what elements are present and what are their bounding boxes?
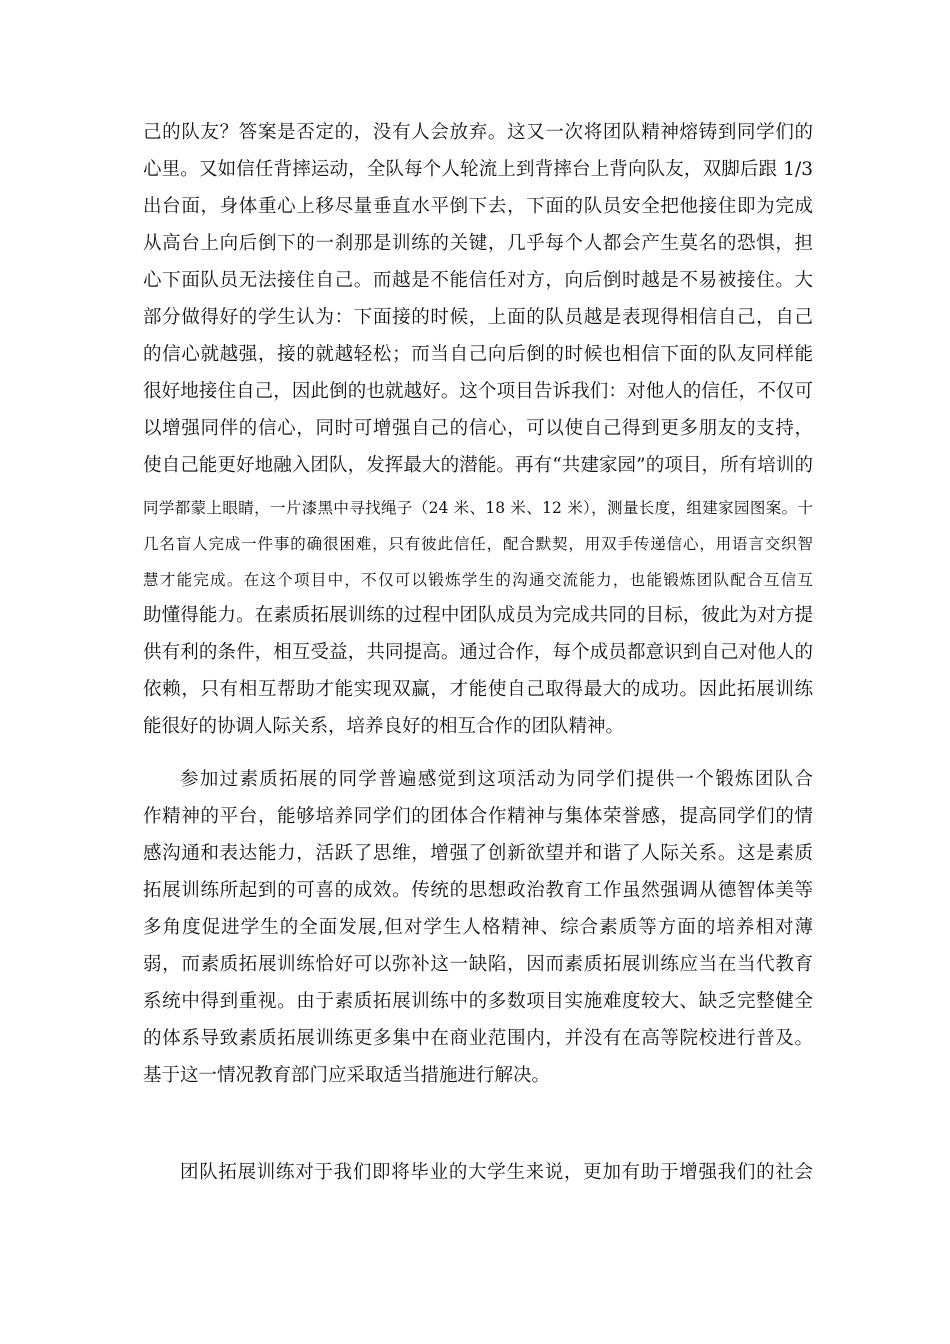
text-line: 慧才能完成。在这个项目中，不仅可以锻炼学生的沟通交流能力，也能锻炼团队配合互信互 — [143, 571, 813, 589]
text-line: 从高台上向后倒下的一刹那是训练的关键，几乎每个人都会产生莫名的恐惧，担 — [143, 233, 813, 254]
text-line: 弱，而素质拓展训练恰好可以弥补这一缺陷，因而素质拓展训练应当在当代教育 — [143, 954, 813, 975]
text-line: 以增强同伴的信心，同时可增强自己的信心，可以使自己得到更多朋友的支持， — [143, 418, 813, 439]
text-line: 同学都蒙上眼睛，一片漆黑中寻找绳子（24 米、18 米、12 米），测量长度，组建家园图案。十 — [143, 499, 813, 517]
text-line: 的信心就越强，接的就越轻松；而当自己向后倒的时候也相信下面的队友同样能 — [143, 344, 813, 365]
text-line: 很好地接住自己，因此倒的也就越好。这个项目告诉我们：对他人的信任，不仅可 — [143, 381, 813, 402]
text-line: 作精神的平台，能够培养同学们的团体合作精神与集体荣誉感，提高同学们的情 — [143, 806, 813, 827]
text-line: 参加过素质拓展的同学普遍感觉到这项活动为同学们提供一个锻炼团队合 — [180, 769, 813, 790]
text-line: 拓展训练所起到的可喜的成效。传统的思想政治教育工作虽然强调从德智体美等 — [143, 880, 813, 901]
text-line: 多角度促进学生的全面发展,但对学生人格精神、综合素质等方面的培养相对薄 — [143, 917, 813, 938]
text-line: 能很好的协调人际关系，培养良好的相互合作的团队精神。 — [143, 716, 625, 737]
text-line: 使自己能更好地融入团队，发挥最大的潜能。再有“共建家园”的项目，所有培训的 — [143, 455, 813, 476]
text-line: 感沟通和表达能力，活跃了思维，增强了创新欲望并和谐了人际关系。这是素质 — [143, 843, 813, 864]
text-line: 己的队友？答案是否定的，没有人会放弃。这又一次将团队精神熔铸到同学们的 — [143, 122, 813, 143]
text-line: 助懂得能力。在素质拓展训练的过程中团队成员为完成共同的目标，彼此为对方提 — [143, 605, 813, 626]
text-line: 部分做得好的学生认为：下面接的时候，上面的队员越是表现得相信自己，自己 — [143, 307, 813, 328]
text-line: 系统中得到重视。由于素质拓展训练中的多数项目实施难度较大、缺乏完整健全 — [143, 991, 813, 1012]
text-line: 依赖，只有相互帮助才能实现双赢，才能使自己取得最大的成功。因此拓展训练 — [143, 679, 813, 700]
text-line: 心里。又如信任背摔运动，全队每个人轮流上到背摔台上背向队友，双脚后跟 1/3 — [143, 159, 813, 180]
text-line: 出台面，身体重心上移尽量垂直水平倒下去，下面的队员安全把他接住即为完成 — [143, 196, 813, 217]
text-line: 团队拓展训练对于我们即将毕业的大学生来说，更加有助于增强我们的社会 — [180, 1162, 813, 1183]
text-line: 的体系导致素质拓展训练更多集中在商业范围内，并没有在高等院校进行普及。 — [143, 1028, 813, 1049]
text-line: 基于这一情况教育部门应采取适当措施进行解决。 — [143, 1065, 551, 1086]
text-line: 几名盲人完成一件事的确很困难，只有彼此信任，配合默契，用双手传递信心，用语言交织智 — [143, 535, 813, 553]
text-line: 心下面队员无法接住自己。而越是不能信任对方，向后倒时越是不易被接住。大 — [143, 270, 813, 291]
text-line: 供有利的条件，相互受益，共同提高。通过合作，每个成员都意识到自己对他人的 — [143, 642, 813, 663]
